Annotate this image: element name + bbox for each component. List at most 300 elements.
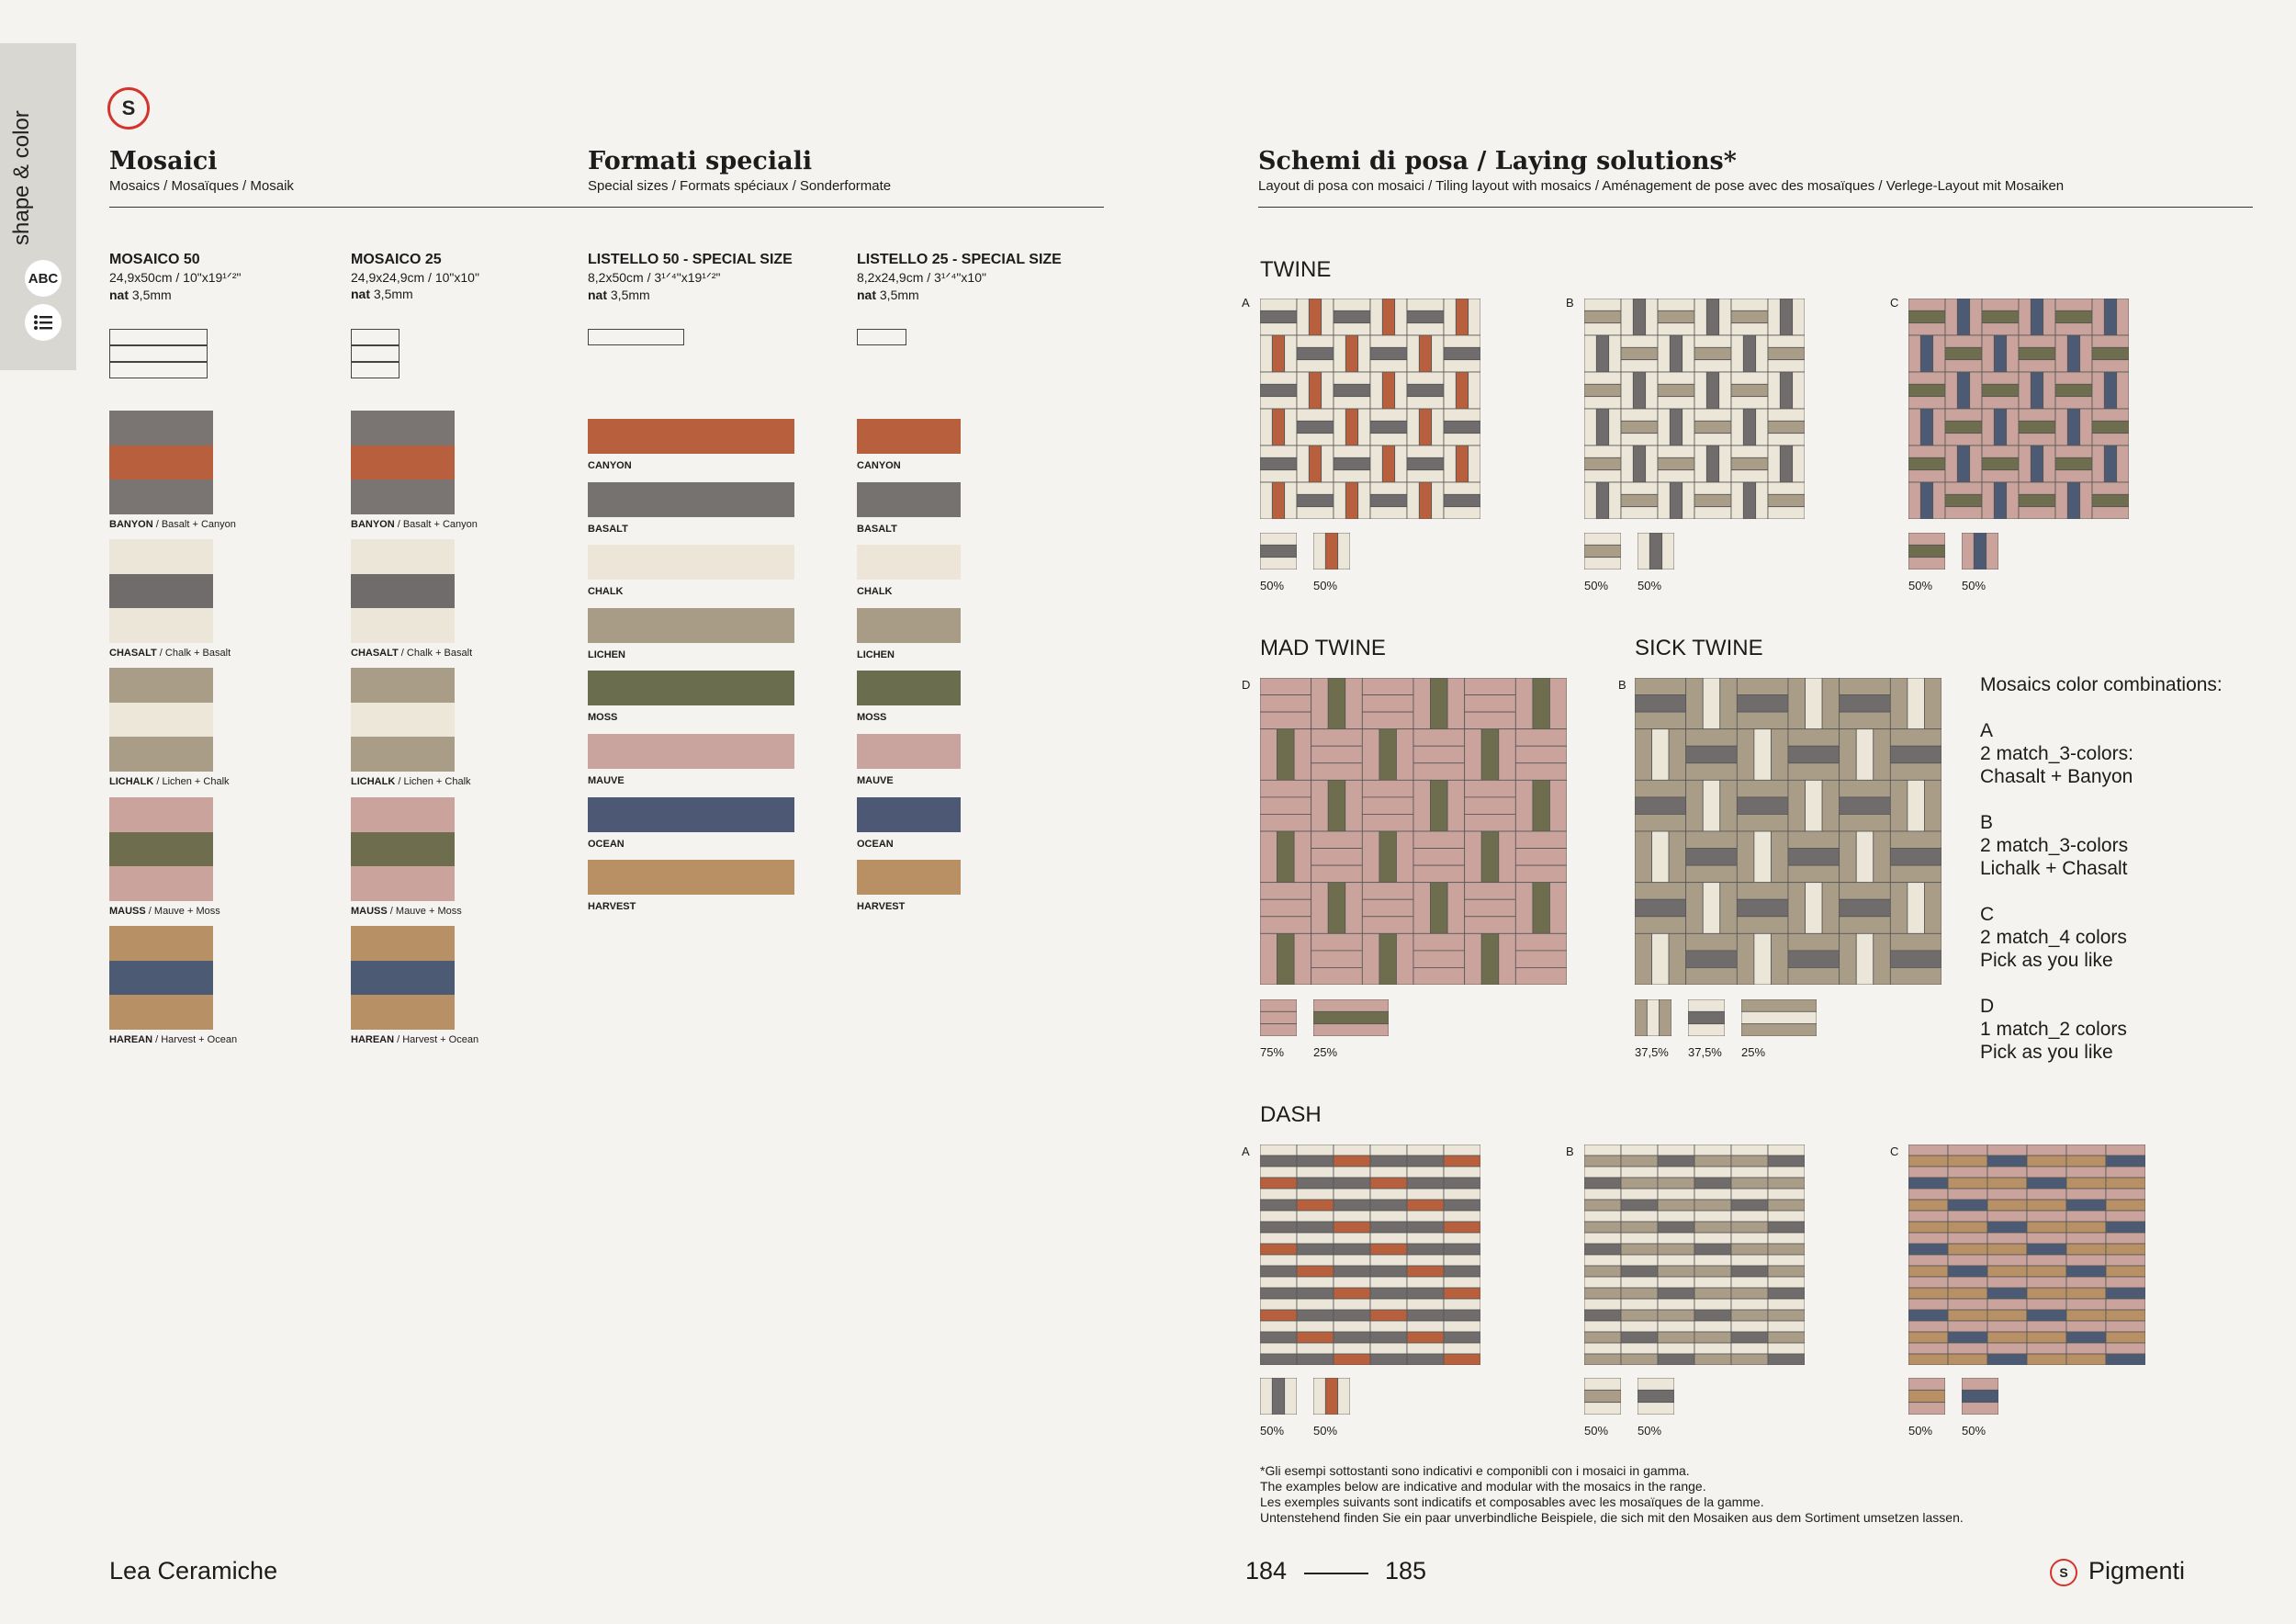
tile [1694,1343,1731,1354]
pct-label: 50% [1962,579,1986,592]
tile [1703,883,1720,934]
tile [2055,457,2092,469]
tile [1706,372,1718,409]
swatch-stripe [109,703,213,738]
tile [1694,1310,1731,1321]
listello-label: BASALT [857,523,897,535]
tile [1658,1145,1694,1156]
tile [1260,384,1297,396]
tile [1948,1211,1987,1222]
tile [2019,347,2055,359]
tile [1658,1211,1694,1222]
tile [1662,533,1674,570]
tile [1334,1178,1370,1189]
tile [1444,494,1480,506]
tile [1370,1233,1407,1244]
pct-label: 37,5% [1688,1045,1722,1059]
product-size: 8,2x50cm / 3¹ᐟ⁴"x19¹ᐟ²" [588,270,721,285]
mini-tile [1638,1378,1674,1415]
swatch-stripe [109,668,213,703]
tile [1621,421,1658,433]
tile [2027,1310,2066,1321]
tile [1840,712,1891,729]
swatch-stripe [109,866,213,901]
tile [1908,1211,1948,1222]
tile [2055,299,2092,310]
tile [1638,1390,1674,1402]
tile [1334,323,1370,335]
tile [1957,445,1969,482]
tile [1635,999,1647,1036]
tile [2055,482,2067,519]
tile [1447,780,1465,831]
tile [1970,372,1982,409]
mini-tile [1908,1378,1945,1415]
tile [1297,1167,1334,1178]
tile [1945,445,1957,482]
tile [1948,1200,1987,1211]
tile [1994,335,2006,372]
dash-pattern [1260,1145,1480,1365]
tile [1908,409,1920,445]
tile [1933,482,1945,519]
tile [1908,372,1945,384]
tile [2106,1178,2145,1189]
tile [1962,1378,1998,1390]
footer-brand: Lea Ceramiche [109,1557,278,1585]
tile [1694,360,1731,372]
tile [1694,1354,1731,1365]
tile [1649,533,1661,570]
tile [1370,1354,1407,1365]
tile [1362,780,1413,797]
tile [2031,372,2043,409]
product-name: LISTELLO 50 - SPECIAL SIZE [588,252,793,267]
tile [1908,1266,1948,1277]
tile [1260,780,1311,797]
tile [1621,445,1633,482]
tile [1334,1332,1370,1343]
tile [1621,299,1633,335]
mosaic-swatch [351,411,455,514]
combination-line1: 1 match_2 colors [1980,1019,2127,1040]
swatch-stripe [351,737,455,772]
tile [1793,372,1805,409]
tile [1621,1266,1658,1277]
tile [2092,347,2129,359]
tile [1297,1156,1334,1167]
tile [1407,1211,1444,1222]
tile [1694,1189,1731,1200]
combination-item [1980,719,2256,788]
tile [1970,445,1982,482]
tile [1621,494,1658,506]
tile [1260,999,1297,1011]
tile [1396,831,1413,883]
tile [1277,831,1295,883]
tile [1658,1255,1694,1266]
product-size: 8,2x24,9cm / 3¹ᐟ⁴"x10" [857,270,986,285]
tile [1260,1332,1297,1343]
tile [1260,1266,1297,1277]
tile [1272,482,1284,519]
tile [1621,507,1658,519]
tile [1771,933,1788,985]
tile [1822,883,1840,934]
tile [1982,299,2019,310]
tile [1658,1288,1694,1299]
combination-item [1980,995,2256,1064]
tile [1957,299,1969,335]
tile [2055,310,2092,322]
tile [2106,1255,2145,1266]
tile [1444,1332,1480,1343]
tile [1584,445,1621,457]
tile [1584,1390,1621,1402]
tile [2092,434,2129,445]
tile [1658,445,1694,457]
tile [2106,1200,2145,1211]
tile [1694,1332,1731,1343]
tile [2066,1310,2106,1321]
tile [1313,1378,1325,1415]
pattern-letter: C [1890,1145,1899,1158]
tile [1621,335,1658,347]
tile [1584,1343,1621,1354]
tile [1260,1222,1297,1233]
mosaic-swatch-label [351,519,478,530]
tile [2117,372,2129,409]
tile [1924,678,1941,729]
tile [1609,335,1621,372]
tile [1345,780,1363,831]
tile [1731,1244,1768,1255]
tile [1395,299,1407,335]
tile [1694,421,1731,433]
abc-button[interactable]: ABC [25,260,62,297]
tile [1840,780,1891,797]
tile [1737,814,1788,831]
tile [1908,1222,1948,1233]
listello-swatch [857,671,961,705]
tile [1285,409,1297,445]
mosaic-swatch-label [109,906,220,917]
tile [1768,507,1805,519]
tile [1584,1354,1621,1365]
tile [1768,335,1805,347]
tile [1407,1222,1444,1233]
tile [1413,933,1465,951]
tile [1768,1255,1805,1266]
mosaic-swatch [109,926,213,1030]
tile [1694,1277,1731,1288]
tile [1297,1321,1334,1332]
tile [1277,933,1295,985]
tile [2019,372,2031,409]
tile [1370,299,1382,335]
tile [1768,1266,1805,1277]
product-header [857,252,1114,302]
tile [1948,1332,1987,1343]
tile [1788,933,1840,951]
tile [1737,695,1788,713]
tile [1982,372,2019,384]
tile [1370,1167,1407,1178]
tile [1311,849,1363,866]
tile [1311,729,1363,747]
tile [1987,1211,2027,1222]
tile [1908,883,1925,934]
tile [1890,746,1941,763]
tile [1948,1277,1987,1288]
tile [1658,1299,1694,1310]
tile [1686,933,1738,951]
tile [1948,1354,1987,1365]
tile [2106,1167,2145,1178]
tile [1933,335,1945,372]
tile [1987,1332,2027,1343]
tile [1635,712,1686,729]
pattern-letter: B [1566,1145,1574,1158]
tile [1407,1354,1444,1365]
pattern-wrap [1741,999,1817,1036]
tile [1756,482,1768,519]
tile [1948,1244,1987,1255]
tile [1584,384,1621,396]
tile [1686,951,1738,968]
tile [1407,299,1444,310]
tile [2067,409,2079,445]
tile [1297,1288,1334,1299]
swatch-stripe [109,539,213,574]
tile [1465,899,1516,917]
tile [1908,1354,1948,1365]
tile [1908,1277,1948,1288]
tile [1788,849,1840,866]
tile [1309,445,1321,482]
tile [1908,335,1920,372]
listello-swatch [857,419,961,454]
tile [1948,1288,1987,1299]
tile [1908,1288,1948,1299]
mosaic-swatch-label [109,519,236,530]
tile [1260,1255,1297,1266]
tile [1260,1233,1297,1244]
tile [1658,310,1694,322]
tile [1362,917,1413,934]
tile [1945,494,1982,506]
swatch-stripe [109,574,213,609]
pattern-wrap [1313,999,1389,1036]
tile [1982,445,2019,457]
tile [1731,1266,1768,1277]
tile [1584,1299,1621,1310]
tile [1370,1288,1407,1299]
tile [1260,933,1277,985]
tile [1743,482,1755,519]
tile [2092,421,2129,433]
tile [2117,445,2129,482]
tile [1621,1321,1658,1332]
tile [1444,1255,1480,1266]
listello-swatch [857,860,961,895]
tile [1987,1244,2027,1255]
swatch-code: BANYON [109,519,153,530]
tile [1694,409,1731,421]
pattern-letter: D [1242,678,1251,692]
tile [1768,1178,1805,1189]
tile [1584,1178,1621,1189]
tile [1413,951,1465,968]
tile [1694,372,1706,409]
tile [1444,507,1480,519]
swatch-code: MAUSS [109,906,146,917]
pattern-wrap [1908,1145,2145,1365]
tile [1658,1189,1694,1200]
tile [1515,746,1567,763]
tile [1737,917,1788,934]
tile [1806,780,1823,831]
mini-tile [1688,999,1725,1036]
tile [1515,763,1567,781]
tile [1334,384,1370,396]
tile [1933,409,1945,445]
tile [1658,457,1694,469]
thickness-label: nat [588,288,607,302]
tile [2106,1266,2145,1277]
tile [2106,1332,2145,1343]
dash-pattern [1908,1145,2145,1365]
tile [1621,1343,1658,1354]
tile [1694,434,1731,445]
swatch-desc: / Harvest + Ocean [394,1034,479,1045]
swatch-stripe [351,574,455,609]
tile [1431,780,1448,831]
tile [1465,695,1516,713]
tile [1499,831,1516,883]
tile [1370,1299,1407,1310]
tile [2080,409,2092,445]
tile [2055,445,2092,457]
tile [1260,1200,1297,1211]
tile [1908,1244,1948,1255]
tile [1584,1189,1621,1200]
swatch-stripe [351,703,455,738]
tile [1444,1145,1480,1156]
tile [2027,1299,2066,1310]
tile [1646,445,1658,482]
tile [1856,933,1874,985]
tile [1444,1178,1480,1189]
tile [1515,780,1533,831]
tile [1660,999,1671,1036]
swatch-stripe [109,445,213,480]
tile [1413,865,1465,883]
tile [1609,409,1621,445]
tile [1908,323,1945,335]
tile [1260,372,1297,384]
tile [1370,360,1407,372]
listello-swatch [588,734,794,769]
tile [2066,1321,2106,1332]
tile [1334,1321,1370,1332]
tile [1768,1189,1805,1200]
listello50-outline [588,329,684,345]
tile [1334,397,1370,409]
tile [1260,409,1272,445]
tile [1407,335,1419,372]
tile [1313,1011,1389,1023]
tile [1768,1222,1805,1233]
tile [2066,1332,2106,1343]
tile [1908,1178,1948,1189]
tile [1731,1156,1768,1167]
combination-item [1980,811,2256,880]
tile [1260,335,1272,372]
tile [1658,1310,1694,1321]
tile [1987,1266,2027,1277]
tile [1297,507,1334,519]
tile [1908,1156,1948,1167]
tile [1890,729,1941,747]
tile [1370,1277,1407,1288]
thickness-value: 3,5mm [131,288,172,302]
list-icon[interactable] [25,304,62,341]
tile [1260,1167,1297,1178]
tile [1444,1354,1480,1365]
tile [2080,482,2092,519]
tile [1407,445,1444,457]
swatch-stripe [109,797,213,832]
tile [2027,1244,2066,1255]
mini-tile [1741,999,1817,1036]
tile [1686,746,1738,763]
tile [1407,470,1444,482]
tile [1731,1299,1768,1310]
tile [1465,814,1516,831]
pattern-wrap [1908,1378,1945,1415]
tile [1413,831,1465,849]
pattern-wrap [1635,678,1941,985]
tile [1621,1156,1658,1167]
tile [1297,1200,1334,1211]
tile [1362,695,1413,713]
tile [1334,372,1370,384]
tile [1533,780,1550,831]
pattern-wrap [1584,533,1621,570]
tile [1908,1145,1948,1156]
twine-title: TWINE [1260,257,1332,282]
tile [1325,533,1337,570]
pattern-wrap [1260,1378,1297,1415]
tile [1982,482,1994,519]
tile [1584,1321,1621,1332]
tile [1407,1299,1444,1310]
tile [1311,967,1363,985]
tile [1549,780,1567,831]
swatch-code: LICHALK [109,776,154,787]
tile [1297,1145,1334,1156]
tile [2055,409,2067,445]
listello-label: HARVEST [588,901,636,913]
swatch-code: HAREAN [351,1034,395,1045]
tile [2019,335,2055,347]
tile [1793,445,1805,482]
tile [1683,409,1694,445]
tile [1407,1200,1444,1211]
product-name: MOSAICO 50 [109,252,200,267]
tile [1584,1200,1621,1211]
